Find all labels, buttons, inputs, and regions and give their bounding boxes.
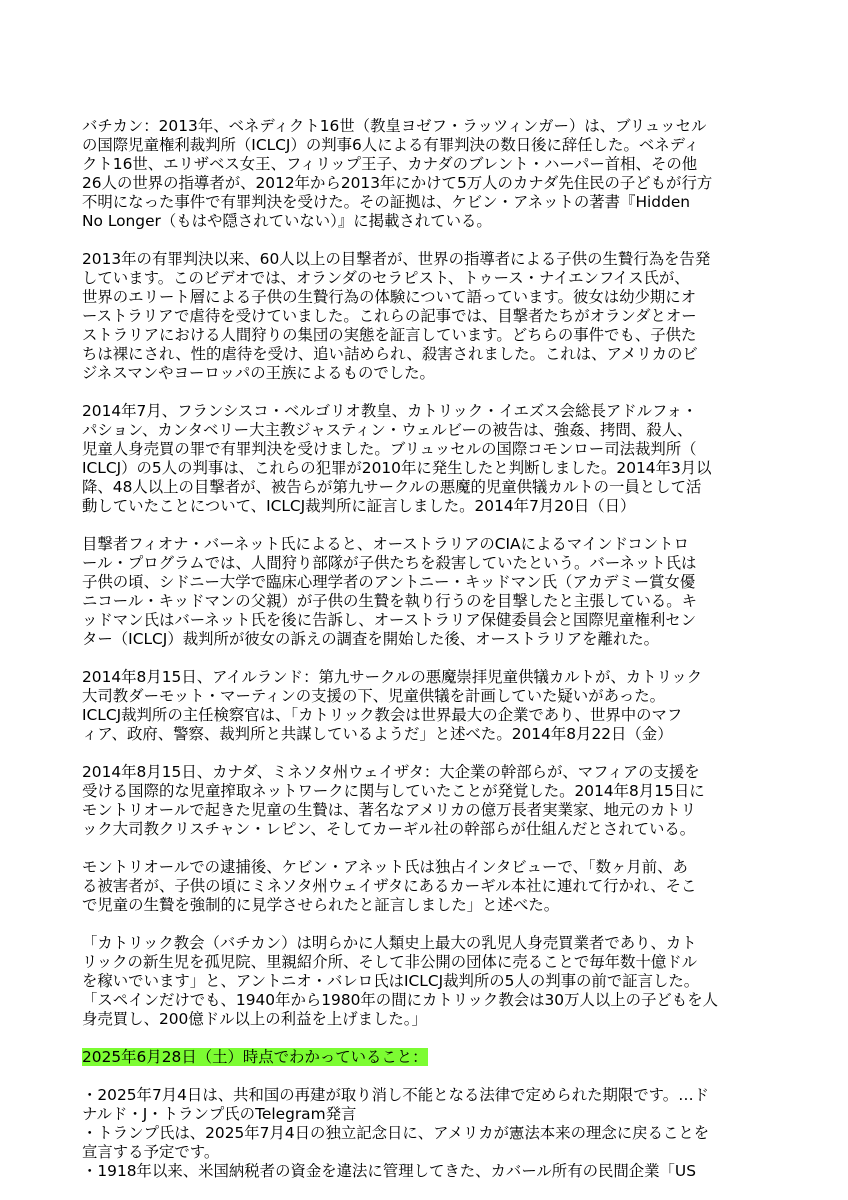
paragraph-vatican-2013 <box>82 117 772 231</box>
paragraph-2014-july <box>82 402 772 516</box>
paragraph-wayzata <box>82 763 772 839</box>
bullet-line: ナルド・J・トランプ氏のTelegram発言 <box>82 1105 357 1123</box>
highlighted-heading: 2025年6月28日（土）時点でわかっていること： <box>82 1048 428 1066</box>
text-line: ッドマン氏はバーネット氏を後に告訴し、オーストラリア保健委員会と国際児童権利セン <box>82 611 697 629</box>
paragraph-vallejo-quote <box>82 934 772 1029</box>
bullet-line: ・トランプ氏は、2025年7月4日の独立記念日に、アメリカが憲法本来の理念に戻ることを <box>82 1124 710 1142</box>
text-line: モントリオールで起きた児童の生贄は、著名なアメリカの億万長者実業家、地元のカトリ <box>82 801 697 819</box>
text-line: 降、48人以上の目撃者が、被告らが第九サークルの悪魔的児童供犠カルトの一員として活 <box>82 478 702 496</box>
text-line: バチカン：2013年、ベネディクト16世（教皇ヨゼフ・ラッツィンガー）は、ブリュッセル <box>82 117 707 135</box>
text-line: 不明になった事件で有罪判決を受けた。その証拠は、ケビン・アネットの著書『Hidden <box>82 193 691 211</box>
text-line: リックの新生児を孤児院、里親紹介所、そして非公開の団体に売ることで毎年数十億ドル <box>82 953 698 971</box>
paragraph-montreal <box>82 858 772 915</box>
text-line: No Longer（もはや隠されていない）』に掲載されている。 <box>82 212 492 230</box>
text-line: 身売買し、200億ドル以上の利益を上げました。」 <box>82 1010 427 1028</box>
text-line: ーストラリアで虐待を受けていました。これらの記事では、目撃者たちがオランダとオー <box>82 307 697 325</box>
text-line: ジネスマンやヨーロッパの王族によるものでした。 <box>82 364 435 382</box>
text-line: 目撃者フィオナ・バーネット氏によると、オーストラリアのCIAによるマインドコントロ <box>82 535 689 553</box>
bullet-line: ・1918年以来、米国納税者の資金を違法に管理してきた、カバール所有の民間企業「US <box>82 1162 696 1180</box>
text-line: 2014年8月15日、カナダ、ミネソタ州ウェイザタ：大企業の幹部らが、マフィアの支援を <box>82 763 700 781</box>
text-line: ストラリアにおける人間狩りの集団の実態を証言しています。どちらの事件でも、子供た <box>82 326 697 344</box>
text-line: 世界のエリート層による子供の生贄行為の体験について語っています。彼女は幼少期にオ <box>82 288 697 306</box>
text-line: で児童の生贄を強制的に見学させられたと証言しました」と述べた。 <box>82 896 560 914</box>
text-line: 動していたことについて、ICLCJ裁判所に証言しました。2014年7月20日（日） <box>82 497 636 515</box>
text-line: 児童人身売買の罪で有罪判決を受けました。ブリュッセルの国際コモンロー司法裁判所（ <box>82 440 697 458</box>
text-line: 大司教ダーモット・マーティンの支援の下、児童供犠を計画していた疑いがあった。 <box>82 687 665 705</box>
text-line: 「カトリック教会（バチカン）は明らかに人類史上最大の乳児人身売買業者であり、カト <box>82 934 697 952</box>
text-line: 26人の世界の指導者が、2012年から2013年にかけて5万人のカナダ先住民の子どもが行方 <box>82 174 713 192</box>
text-line: の国際児童権利裁判所（ICLCJ）の判事6人による有罪判決の数日後に辞任した。ベネディ <box>82 136 700 154</box>
text-line: ック大司教クリスチャン・レピン、そしてカーギル社の幹部らが仕組んだとされている。 <box>82 820 696 838</box>
document-page <box>82 117 772 1181</box>
text-line: しています。このビデオでは、オランダのセラピスト、トゥース・ナイエンフイス氏が、 <box>82 269 690 287</box>
text-line: クト16世、エリザベス女王、フィリップ王子、カナダのブレント・ハーパー首相、その他 <box>82 155 698 173</box>
text-line: ィア、政府、警察、裁判所と共謀しているようだ」と述べた。2014年8月22日（金） <box>82 725 673 743</box>
text-line: 子供の頃、シドニー大学で臨床心理学者のアントニー・キッドマン氏（アカデミー賞女優 <box>82 573 696 591</box>
paragraph-ireland <box>82 668 772 744</box>
text-line: る被害者が、子供の頃にミネソタ州ウェイザタにあるカーギル本社に連れて行かれ、そこ <box>82 877 697 895</box>
text-line: 2013年の有罪判決以来、60人以上の目撃者が、世界の指導者による子供の生贄行為を告発 <box>82 250 711 268</box>
text-line: 2014年8月15日、アイルランド：第九サークルの悪魔崇拝児童供犠カルトが、カトリック <box>82 668 703 686</box>
text-line: ICLCJ）の5人の判事は、これらの犯罪が2010年に発生したと判断しました。2014年3月以 <box>82 459 712 477</box>
text-line: パション、カンタベリー大主教ジャスティン・ウェルビーの被告は、強姦、拷問、殺人、 <box>82 421 693 439</box>
text-line: ちは裸にされ、性的虐待を受け、追い詰められ、殺害されました。これは、アメリカのビ <box>82 345 698 363</box>
bullet-line: ・2025年7月4日は、共和国の再建が取り消し不能となる法律で定められた期限です。…ド <box>82 1086 709 1104</box>
text-line: ニコール・キッドマンの父親）が子供の生贄を執り行うのを目撃したと主張している。キ <box>82 592 698 610</box>
text-line: を稼いでいます」と、アントニオ・バレロ氏はICLCJ裁判所の5人の判事の前で証言した。 <box>82 972 700 990</box>
bullet-line: 宣言する予定です。 <box>82 1143 220 1161</box>
bullet-list <box>82 1086 772 1181</box>
paragraph-witnesses <box>82 250 772 383</box>
text-line: ール・プログラムでは、人間狩り部隊が子供たちを殺害していたという。バーネット氏は <box>82 554 697 572</box>
text-line: ター（ICLCJ）裁判所が彼女の訴えの調査を開始した後、オーストラリアを離れた。 <box>82 630 660 648</box>
text-line: 「スペインだけでも、1940年から1980年の間にカトリック教会は30万人以上の子どもを人 <box>82 991 718 1009</box>
text-line: ICLCJ裁判所の主任検察官は、「カトリック教会は世界最大の企業であり、世界中のマフ <box>82 706 683 724</box>
paragraph-barnett <box>82 535 772 649</box>
text-line: 受ける国際的な児童搾取ネットワークに関与していたことが発覚した。2014年8月15日に <box>82 782 705 800</box>
text-line: モントリオールでの逮捕後、ケビン・アネット氏は独占インタビューで、「数ヶ月前、あ <box>82 858 688 876</box>
text-line: 2014年7月、フランシスコ・ベルゴリオ教皇、カトリック・イエズス会総長アドルフォ・ <box>82 402 698 420</box>
section-heading <box>82 1048 772 1067</box>
